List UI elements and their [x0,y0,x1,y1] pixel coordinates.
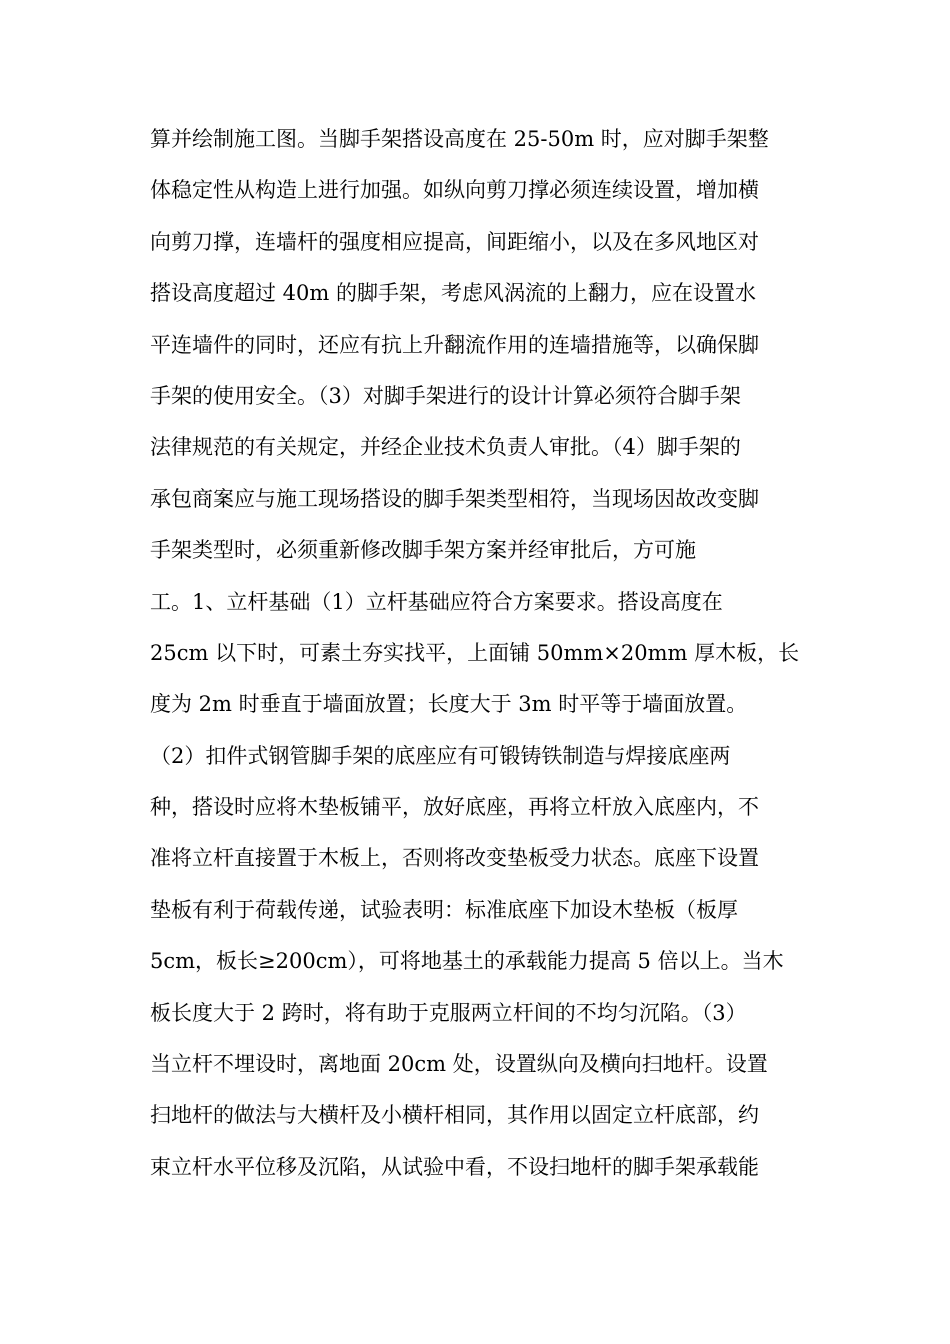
text-line: 准将立杆直接置于木板上，否则将改变垫板受力状态。底座下设置 [150,846,759,871]
text-line: 25cm 以下时，可素土夯实找平，上面铺 50mm×20mm 厚木板，长 [150,640,800,665]
text-line: 手架的使用安全。（3）对脚手架进行的设计计算必须符合脚手架 [150,383,741,408]
text-line: （2）扣件式钢管脚手架的底座应有可锻铸铁制造与焊接底座两 [150,743,731,768]
text-line: 向剪刀撑，连墙杆的强度相应提高，间距缩小，以及在多风地区对 [150,229,759,254]
text-line: 法律规范的有关规定，并经企业技术负责人审批。（4）脚手架的 [150,435,741,460]
text-line: 度为 2m 时垂直于墙面放置；长度大于 3m 时平等于墙面放置。 [150,692,748,717]
body-text [150,119,810,1198]
text-line: 平连墙件的同时，还应有抗上升翻流作用的连墙措施等，以确保脚 [150,332,759,357]
text-line: 当立杆不埋设时，离地面 20cm 处，设置纵向及横向扫地杆。设置 [150,1052,768,1077]
text-line: 5cm，板长≥200cm），可将地基土的承载能力提高 5 倍以上。当木 [150,949,784,974]
text-line: 手架类型时，必须重新修改脚手架方案并经审批后，方可施 [150,538,696,563]
text-line: 扫地杆的做法与大横杆及小横杆相同，其作用以固定立杆底部，约 [150,1103,759,1128]
text-line: 算并绘制施工图。当脚手架搭设高度在 25-50m 时，应对脚手架整 [150,127,769,151]
text-line: 束立杆水平位移及沉陷，从试验中看，不设扫地杆的脚手架承载能 [150,1154,759,1179]
text-line: 承包商案应与施工现场搭设的脚手架类型相符，当现场因故改变脚 [150,486,759,511]
text-line: 垫板有利于荷载传递，试验表明：标准底座下加设木垫板（板厚 [150,897,738,922]
text-line: 体稳定性从构造上进行加强。如纵向剪刀撑必须连续设置，增加横 [150,178,759,203]
text-line: 种，搭设时应将木垫板铺平，放好底座，再将立杆放入底座内，不 [150,795,759,820]
text-line: 搭设高度超过 40m 的脚手架，考虑风涡流的上翻力，应在设置水 [150,281,756,306]
text-line: 板长度大于 2 跨时，将有助于克服两立杆间的不均匀沉陷。（3） [150,1000,747,1025]
text-line: 工。1、立杆基础（1）立杆基础应符合方案要求。搭设高度在 [150,589,723,614]
